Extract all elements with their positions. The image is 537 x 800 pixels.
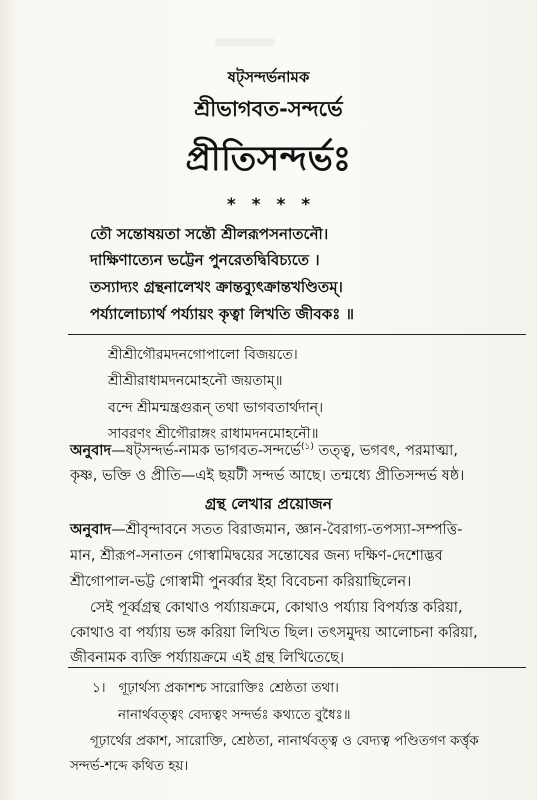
horizontal-divider xyxy=(68,334,526,335)
translation-1-line-1 xyxy=(70,440,458,464)
paragraph-3-line-3: জীবনামক ব্যক্তি পর্য্যায়ক্রমে এই গ্রন্থ লিখিতেছে। xyxy=(70,650,345,666)
translation-label: অনুবাদ xyxy=(70,443,112,459)
translation-2-line-2: মান, শ্রীরূপ-সনাতন গোস্বামিদ্বয়ের সন্তোষের জন্য দক্ষিণ-দেশোদ্ভব xyxy=(70,548,443,564)
paragraph-3-line-1: সেই পূর্ব্বগ্রন্থ কোথাও পর্য্যায়ক্রমে, কোথাও পর্য্যায় বিপর্য্যস্ত করিয়া, xyxy=(90,600,463,616)
translation-1-text: —ষট্‌সন্দর্ভ-নামক ভাগবত-সন্দর্ভে xyxy=(111,443,301,459)
page-title: প্রীতিসন্দর্ভঃ xyxy=(185,139,352,179)
invocation-line-4: সাবরণং শ্রীগৌরাঙ্গং রাধামদনমোহনৌ॥ xyxy=(108,426,319,442)
translation-2-text: —শ্রীবৃন্দাবনে সতত বিরাজমান, জ্ঞান-বৈরাগ্য-তপস্যা-সম্পত্তি- xyxy=(111,522,463,538)
star-divider: * * * * xyxy=(226,195,311,215)
series-title: ষট্‌সন্দর্ভনামক xyxy=(227,68,310,86)
translation-label: অনুবাদ xyxy=(70,522,112,538)
translation-1-text-rest: তত্ত্ব, ভগবৎ, পরমাত্মা, xyxy=(313,443,458,459)
footnote-number: ১। xyxy=(92,680,106,696)
translation-2-line-3: শ্রীগোপাল-ভট্ট গোস্বামী পুনর্ব্বার ইহা বিবেচনা করিয়াছিলেন। xyxy=(70,574,412,590)
footnote-verse-line-2: নানার্থবত্ত্বং বেদ্যত্বং সন্দর্ভঃ কথ্যতে বুধৈঃ॥ xyxy=(118,707,351,723)
footnote-verse-line-1 xyxy=(92,677,339,700)
footnote-gloss-line-1: গূঢ়ার্থের প্রকাশ, সারোক্তি, শ্রেষ্ঠতা, নানার্থবত্ত্ব ও বেদ্যত্ব পণ্ডিতগণ কর্ত্তৃক xyxy=(90,733,479,749)
translation-1-line-2: কৃষ্ণ, ভক্তি ও প্রীতি—এই ছয়টী সন্দর্ভ আছে। তন্মধ্যে প্রীতিসন্দর্ভ ষষ্ঠ। xyxy=(70,468,465,484)
invocation-line-1: শ্রীশ্রীগৌরমদনগোপালো বিজয়তে। xyxy=(108,347,298,363)
book-title: শ্রীভাগবত-সন্দর্ভে xyxy=(194,97,343,121)
opening-verse-line-2: দাক্ষিণাত্যেন ভট্টেন পুনরেতদ্বিবিচ্যতে । xyxy=(90,251,320,269)
invocation-line-3: বন্দে শ্রীমন্মন্ত্রগুরূন্‌ তথা ভাগবতার্থদান্‌। xyxy=(108,400,324,416)
opening-verse-line-4: পর্য্যালোচ্যার্থ পর্য্যায়ং কৃত্বা লিখতি জীবকঃ ॥ xyxy=(90,305,354,323)
opening-verse-line-3: তস্যাদ্যং গ্রন্থনালেখং ক্রান্তব্যুৎক্রান্তখণ্ডিতম্‌। xyxy=(90,278,343,296)
paragraph-3-line-2: কোথাও বা পর্য্যায় ভঙ্গ করিয়া লিখিত ছিল। তৎসমুদয় আলোচনা করিয়া, xyxy=(70,625,478,641)
footnote-reference[interactable]: (১) xyxy=(300,442,314,453)
section-heading: গ্রন্থ লেখার প্রয়োজন xyxy=(204,495,333,513)
page-stain xyxy=(215,38,275,46)
footnote-divider xyxy=(68,667,526,668)
footnote-verse-1-text: গূঢ়ার্থস্য প্রকাশশ্চ সারোক্তিঃ শ্রেষ্ঠতা তথা। xyxy=(118,680,339,696)
invocation-line-2: শ্রীশ্রীরাধামদনমোহনৌ জয়তাম্‌॥ xyxy=(108,373,283,389)
translation-2-line-1 xyxy=(70,519,462,543)
opening-verse-line-1: তৌ সন্তোষয়তা সন্তৌ শ্রীলরূপসনাতনৌ। xyxy=(90,225,329,243)
footnote-gloss-line-2: সন্দর্ভ-শব্দে কথিত হয়। xyxy=(70,758,189,774)
